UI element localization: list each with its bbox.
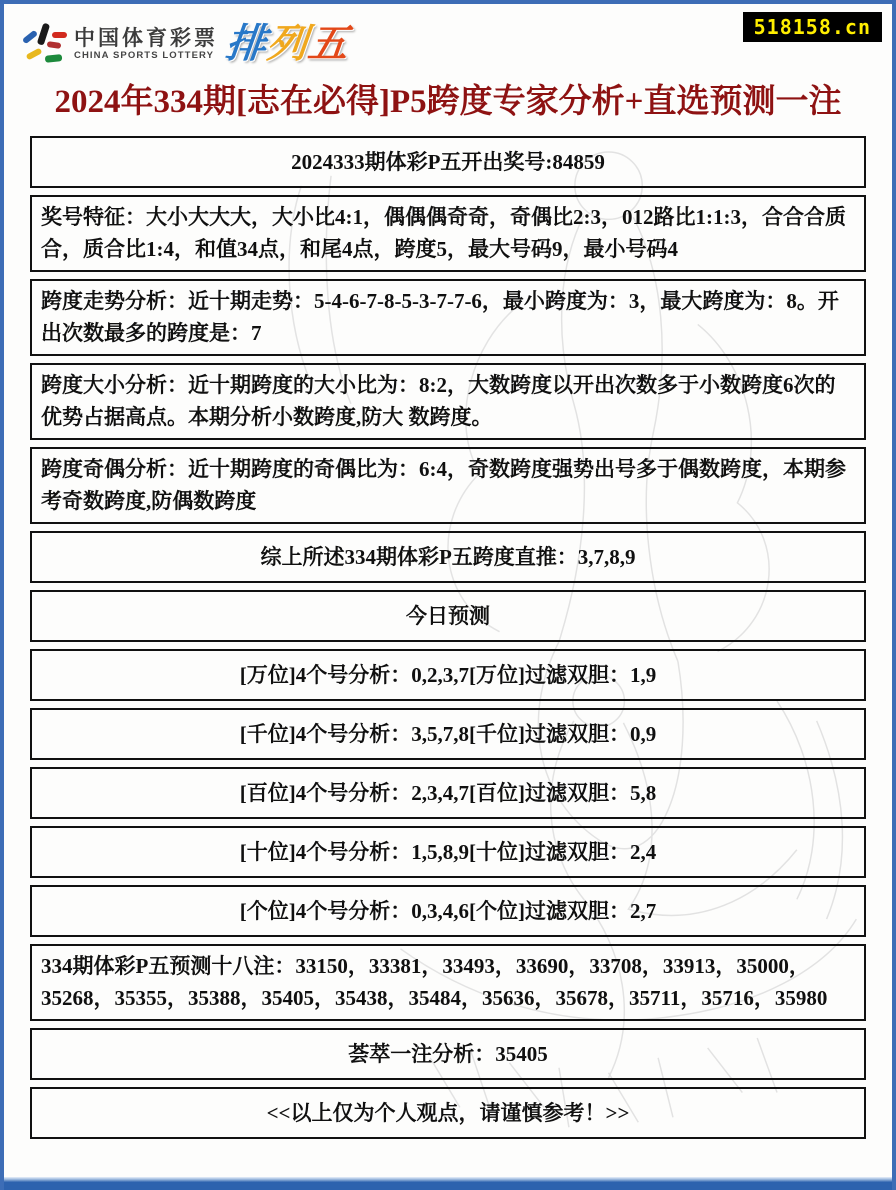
- row-today-prediction-text: 今日预测: [406, 603, 490, 628]
- row-disclaimer-text: <<以上仅为个人观点，请谨慎参考！>>: [266, 1100, 630, 1125]
- game-char-wu: 五: [305, 22, 352, 66]
- row-number-features: [30, 195, 866, 272]
- row-shi-position: [30, 826, 866, 878]
- row-span-recommendation-text: 综上所述334期体彩P五跨度直推：3,7,8,9: [260, 544, 636, 569]
- row-eighteen-predictions-text: 334期体彩P五预测十八注：33150，33381，33493，33690，33708，33913，35000，35268，35355，35388，35405，35438，35484，35636，35678，35711，35716，35980: [41, 954, 828, 1010]
- brand-logo: [20, 20, 352, 68]
- row-ge-position: [30, 885, 866, 937]
- brand-name-english: CHINA SPORTS LOTTERY: [74, 49, 215, 61]
- row-span-trend-text: 跨度走势分析：近十期走势：5-4-6-7-8-5-3-7-7-6，最小跨度为：3，最大跨度为：8。开出次数最多的跨度是：7: [41, 289, 839, 345]
- row-span-trend-analysis: [30, 279, 866, 356]
- row-span-size-analysis: [30, 363, 866, 440]
- row-number-features-text: 奖号特征：大小大大大，大小比4:1，偶偶偶奇奇，奇偶比2:3，012路比1:1:3，合合合质合，质合比1:4，和值34点，和尾4点，跨度5，最大号码9，最小号码4: [41, 205, 846, 261]
- china-sports-lottery-logo-icon: [20, 20, 68, 68]
- row-final-pick: [30, 1028, 866, 1080]
- row-eighteen-predictions: [30, 944, 866, 1021]
- brand-name-chinese: 中国体育彩票: [74, 26, 218, 50]
- row-span-parity-text: 跨度奇偶分析：近十期跨度的奇偶比为：6:4，奇数跨度强势出号多于偶数跨度，本期参考奇数跨度,防偶数跨度: [41, 457, 846, 513]
- row-bai-position-text: [百位]4个号分析：2,3,4,7[百位]过滤双胆：5,8: [239, 780, 657, 805]
- bottom-border-bar: [0, 1177, 896, 1190]
- site-badge: 518158.cn: [743, 12, 882, 42]
- row-today-prediction-header: [30, 590, 866, 642]
- row-ge-position-text: [个位]4个号分析：0,3,4,6[个位]过滤双胆：2,7: [239, 898, 657, 923]
- row-shi-position-text: [十位]4个号分析：1,5,8,9[十位]过滤双胆：2,4: [239, 839, 657, 864]
- analysis-table: [30, 136, 866, 1139]
- row-bai-position: [30, 767, 866, 819]
- row-span-size-text: 跨度大小分析：近十期跨度的大小比为：8:2，大数跨度以开出次数多于小数跨度6次的优势占据高点。本期分析小数跨度,防大 数跨度。: [41, 373, 836, 429]
- row-qian-position: [30, 708, 866, 760]
- row-span-parity-analysis: [30, 447, 866, 524]
- row-draw-result: [30, 136, 866, 188]
- row-wan-position-text: [万位]4个号分析：0,2,3,7[万位]过滤双胆：1,9: [239, 662, 657, 687]
- page-title: 2024年334期[志在必得]P5跨度专家分析+直选预测一注: [54, 84, 842, 120]
- row-wan-position: [30, 649, 866, 701]
- game-char-lie: 列: [264, 22, 311, 66]
- row-draw-result-text: 2024333期体彩P五开出奖号:84859: [291, 149, 605, 174]
- row-span-recommendation: [30, 531, 866, 583]
- game-name: [224, 24, 351, 64]
- row-disclaimer: [30, 1087, 866, 1139]
- header: [4, 4, 892, 72]
- brand-text: [74, 27, 218, 61]
- row-final-pick-text: 荟萃一注分析：35405: [348, 1041, 548, 1066]
- game-char-pai: 排: [223, 22, 270, 66]
- row-qian-position-text: [千位]4个号分析：3,5,7,8[千位]过滤双胆：0,9: [239, 721, 657, 746]
